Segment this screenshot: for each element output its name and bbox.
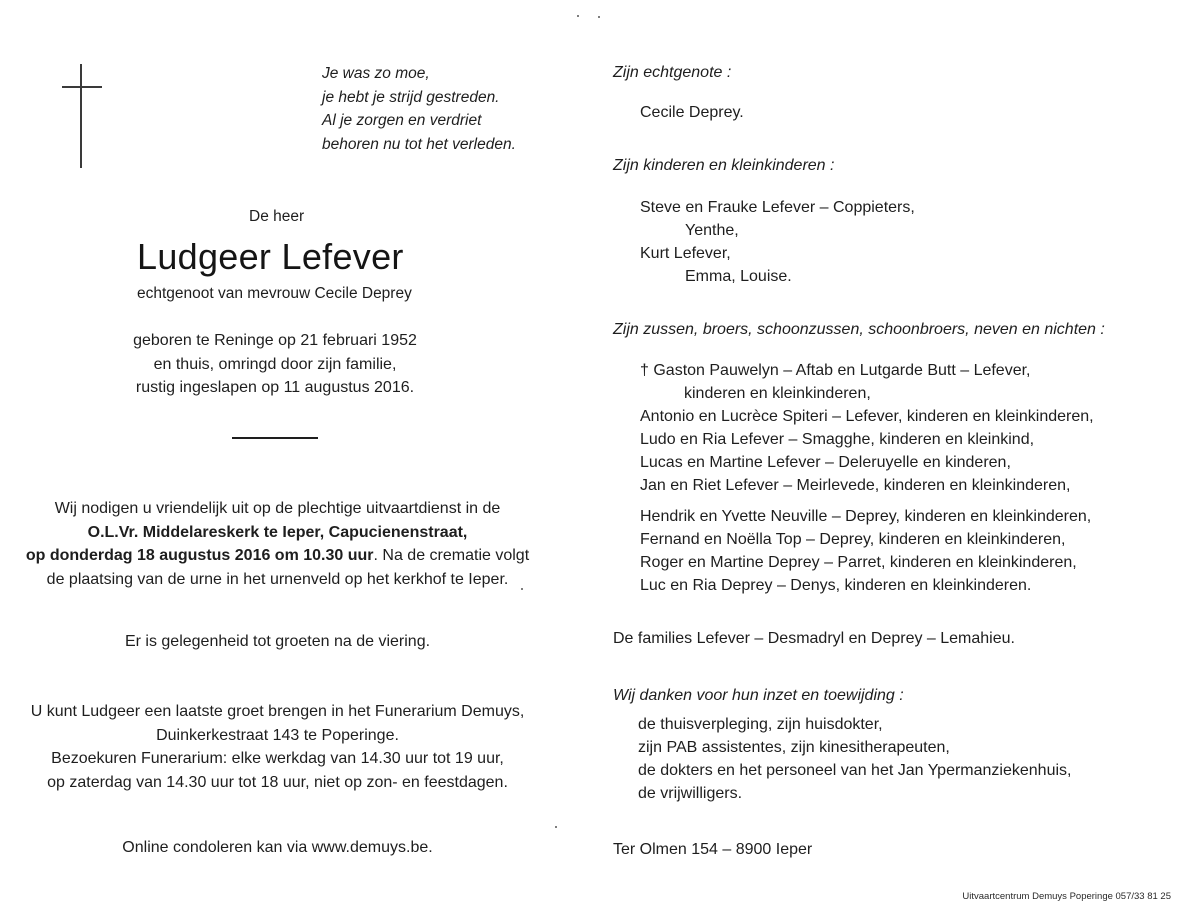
thanks-item: de thuisverpleging, zijn huisdokter, (638, 716, 883, 733)
siblings-list-2 (640, 505, 1091, 597)
families-line: De families Lefever – Desmadryl en Deprey – Lemahieu. (613, 630, 1015, 647)
thanks-heading: Wij danken voor hun inzet en toewijding : (613, 687, 904, 704)
siblings-item: Roger en Martine Deprey – Parret, kinderen en kleinkinderen, (640, 554, 1077, 571)
siblings-item: † Gaston Pauwelyn – Aftab en Lutgarde Butt – Lefever, (640, 362, 1031, 379)
life-details (100, 329, 450, 400)
date-rest: . Na de crematie volgt (373, 547, 530, 564)
home-address: Ter Olmen 154 – 8900 Ieper (613, 841, 813, 858)
siblings-item: Jan en Riet Lefever – Meirlevede, kinderen en kleinkinderen, (640, 477, 1071, 494)
funerarium-line: op zaterdag van 14.30 uur tot 18 uur, niet op zon- en feestdagen. (47, 773, 508, 791)
siblings-item: Fernand en Noëlla Top – Deprey, kinderen en kleinkinderen, (640, 531, 1066, 548)
children-item: Yenthe, (685, 222, 739, 239)
children-item: Steve en Frauke Lefever – Coppieters, (640, 199, 915, 216)
children-heading: Zijn kinderen en kleinkinderen : (613, 157, 835, 174)
deceased-name: Ludgeer Lefever (137, 236, 404, 277)
scan-speck (577, 15, 579, 17)
thanks-item: de vrijwilligers. (638, 785, 743, 802)
funerarium-line: Bezoekuren Funerarium: elke werkdag van 14.30 uur tot 19 uur, (51, 750, 504, 767)
funerarium-line: Duinkerkestraat 143 te Poperinge. (156, 726, 399, 744)
siblings-item: Luc en Ria Deprey – Denys, kinderen en kleinkinderen. (640, 577, 1032, 594)
siblings-list-1 (640, 359, 1094, 497)
spouse-name: Cecile Deprey. (640, 104, 744, 121)
siblings-item: Ludo en Ria Lefever – Smagghe, kinderen en kleinkind, (640, 431, 1035, 448)
thanks-list (638, 713, 1071, 805)
children-item: Emma, Louise. (685, 268, 792, 285)
scan-speck (555, 826, 557, 828)
siblings-item: Hendrik en Yvette Neuville – Deprey, kinderen en kleinkinderen, (640, 508, 1092, 525)
thanks-item: de dokters en het personeel van het Jan Ypermanziekenhuis, (638, 762, 1072, 779)
siblings-heading: Zijn zussen, broers, schoonzussen, schoonbroers, neven en nichten : (613, 321, 1105, 338)
poem-line: je hebt je strijd gestreden. (322, 88, 500, 106)
date-line (20, 544, 535, 568)
printer-credit: Uitvaartcentrum Demuys Poperinge 057/33 81 25 (962, 891, 1171, 902)
online-condolence: Online condoleren kan via www.demuys.be. (122, 839, 433, 856)
funerarium-line: U kunt Ludgeer een laatste groet brengen in het Funerarium Demuys, (30, 703, 525, 720)
greeting: Er is gelegenheid tot groeten na de viering. (124, 633, 431, 650)
poem (322, 62, 516, 156)
thanks-item: zijn PAB assistentes, zijn kinesitherapeuten, (638, 739, 950, 756)
spouse-line: echtgenoot van mevrouw Cecile Deprey (137, 285, 412, 302)
children-item: Kurt Lefever, (640, 245, 731, 262)
divider (232, 437, 318, 439)
children-list (640, 196, 915, 288)
life-line: geboren te Reninge op 21 februari 1952 (133, 332, 417, 349)
invitation-line: Wij nodigen u vriendelijk uit op de plechtige uitvaartdienst in de (54, 500, 501, 517)
siblings-item: Antonio en Lucrèce Spiteri – Lefever, kinderen en kleinkinderen, (640, 408, 1094, 425)
invitation (20, 497, 535, 591)
poem-line: behoren nu tot het verleden. (322, 135, 516, 153)
poem-line: Al je zorgen en verdriet (322, 112, 482, 129)
poem-line: Je was zo moe, (322, 65, 430, 82)
invitation-line: de plaatsing van de urne in het urnenveld op het kerkhof te Ieper. (46, 570, 509, 588)
siblings-item: kinderen en kleinkinderen, (684, 385, 871, 402)
church-line: O.L.Vr. Middelareskerk te Ieper, Capucienenstraat, (87, 523, 468, 541)
spouse-heading: Zijn echtgenote : (613, 64, 732, 81)
funerarium-info (20, 700, 535, 794)
life-line: en thuis, omringd door zijn familie, (153, 355, 397, 373)
scan-speck (598, 16, 600, 18)
life-line: rustig ingeslapen op 11 augustus 2016. (135, 379, 415, 396)
salutation: De heer (249, 208, 305, 225)
date-bold: op donderdag 18 augustus 2016 om 10.30 uur (25, 547, 374, 564)
siblings-item: Lucas en Martine Lefever – Deleruyelle en kinderen, (640, 454, 1011, 471)
